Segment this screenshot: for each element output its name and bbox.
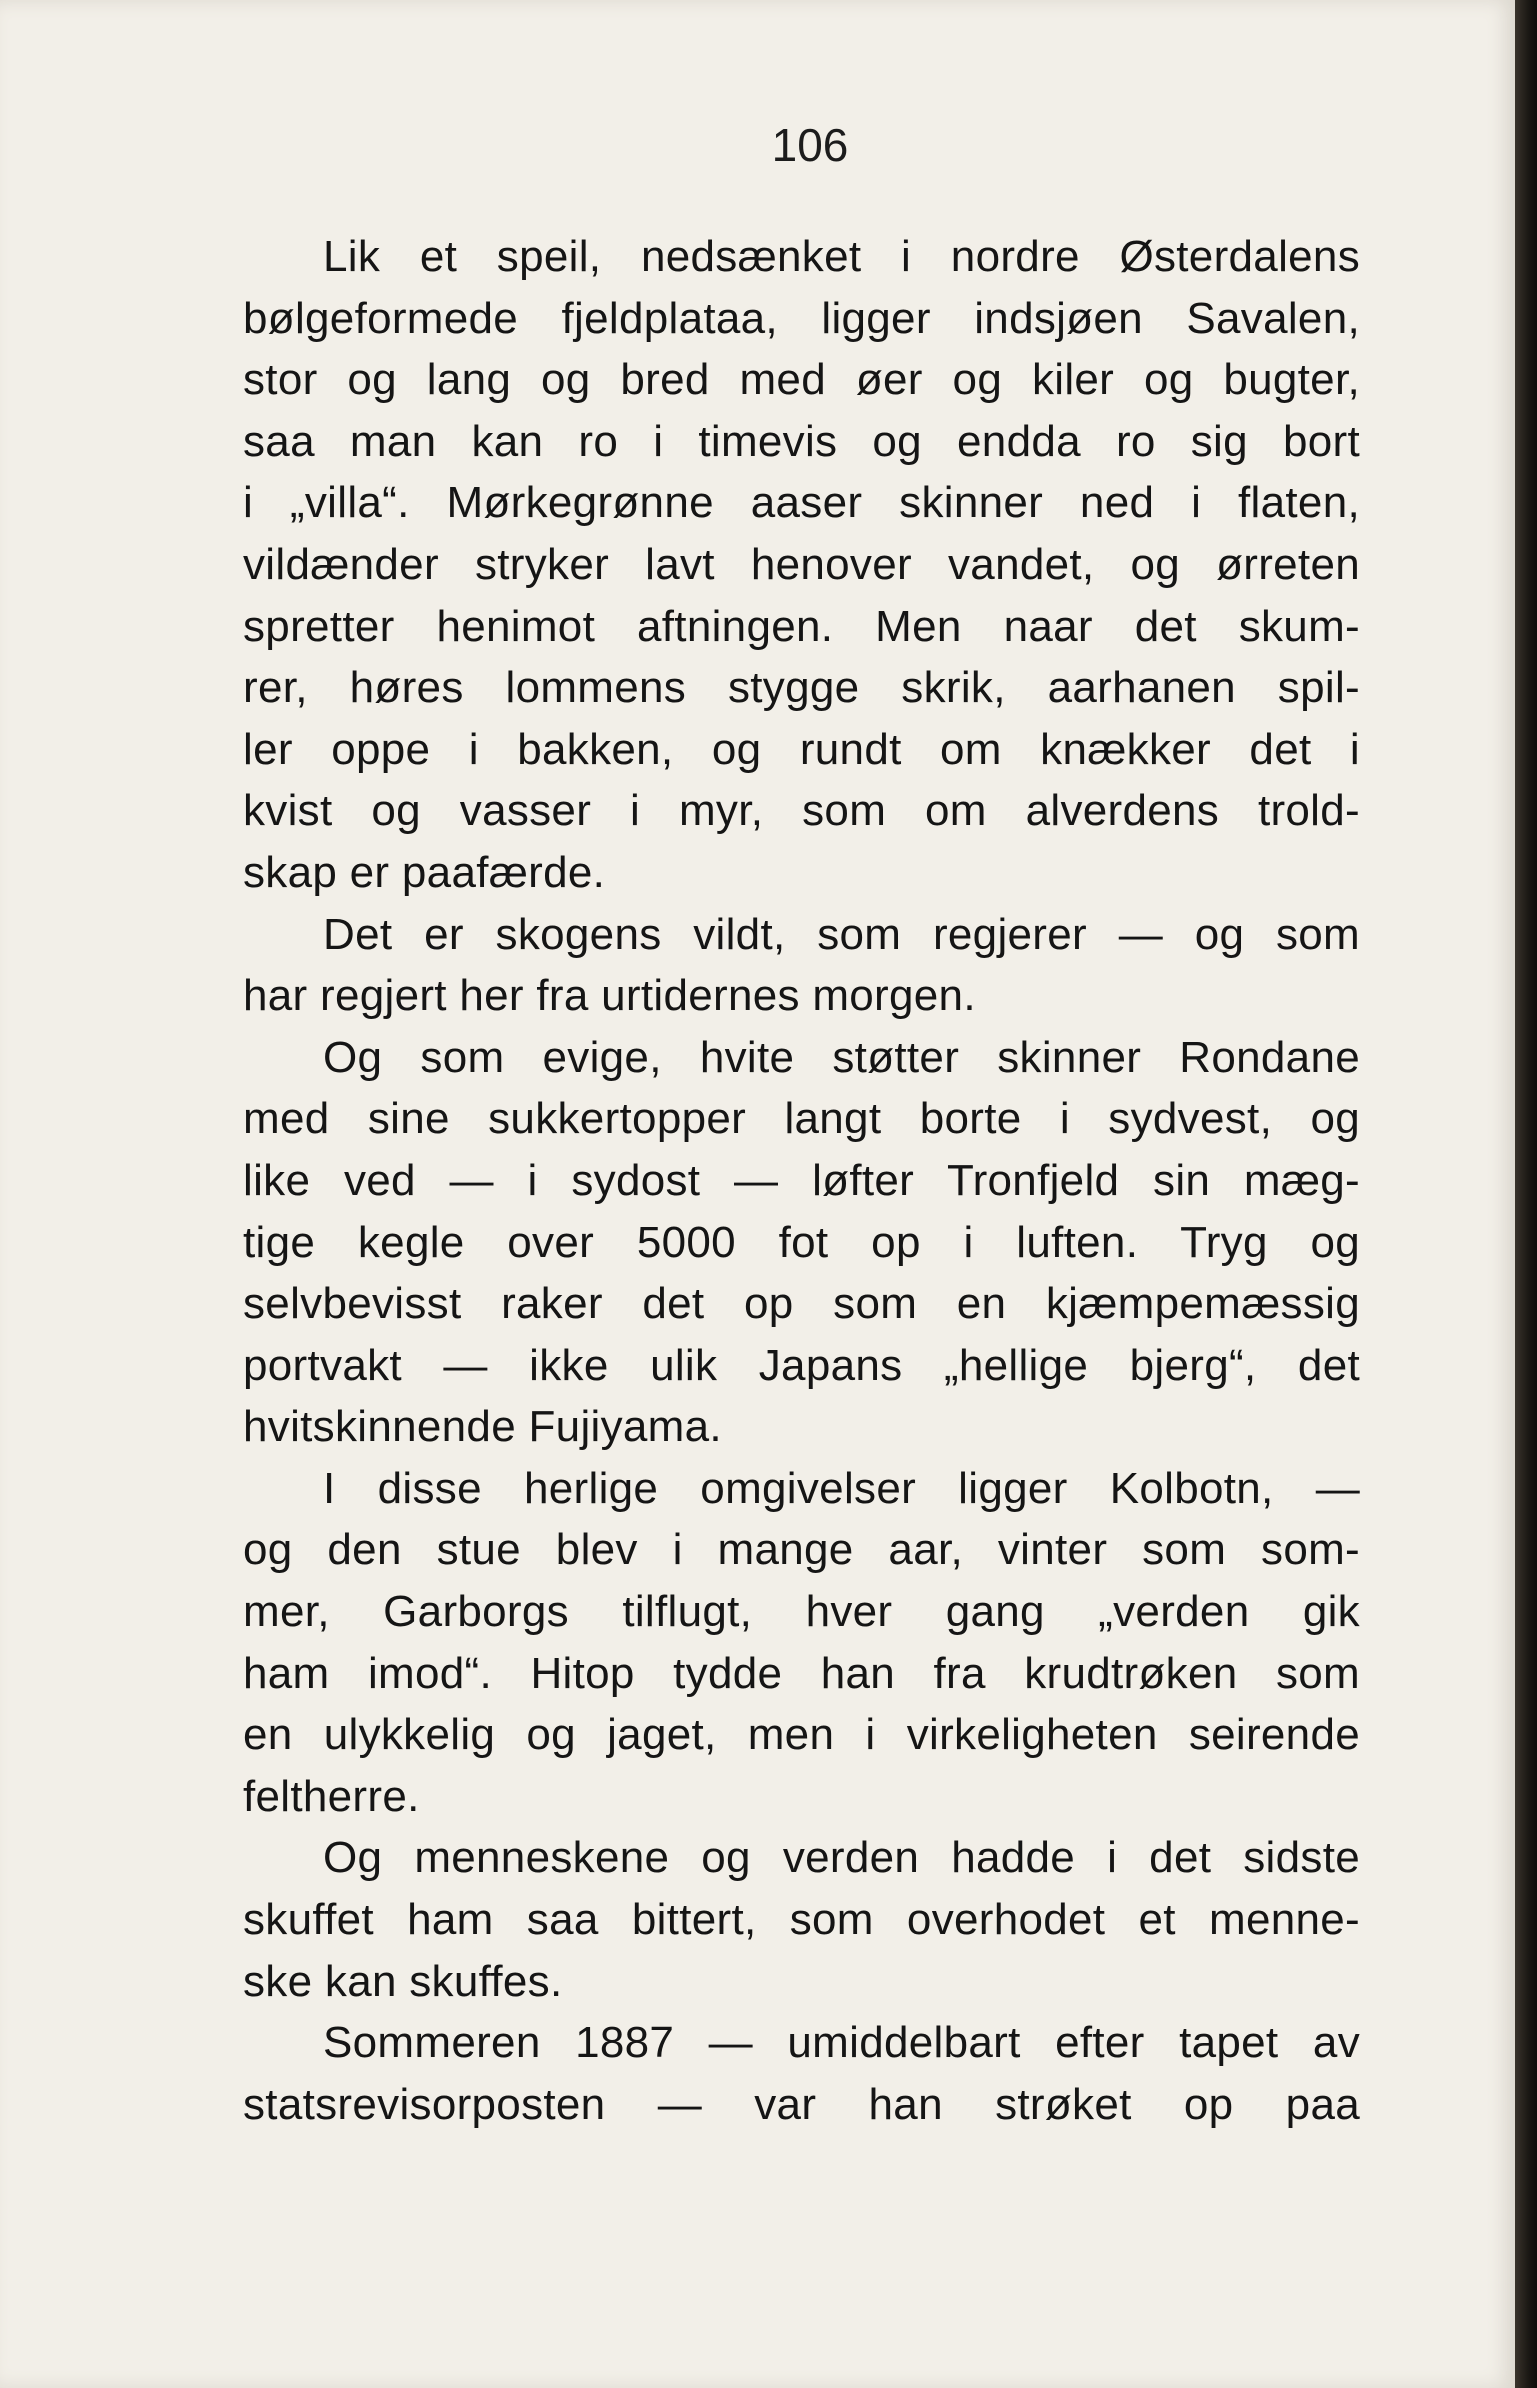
paragraph — [243, 904, 1360, 1027]
paragraph — [243, 1458, 1360, 1828]
page-edge — [1515, 0, 1537, 2388]
text-line: statsrevisorposten — var han strøket op paa — [243, 2079, 1360, 2129]
text-line: I disse herlige omgivelser ligger Kolbotn, — — [323, 1463, 1360, 1513]
paragraph — [243, 1027, 1360, 1458]
text-line: ler oppe i bakken, og rundt om knækker det i — [243, 724, 1360, 774]
text-line: Lik et speil, nedsænket i nordre Østerdalens — [323, 232, 1360, 281]
text-line: Og menneskene og verden hadde i det sidste — [323, 1833, 1360, 1883]
text-line: spretter henimot aftningen. Men naar det skum- — [243, 601, 1360, 651]
paragraph — [243, 1827, 1360, 2012]
text-line: i „villa“. Mørkegrønne aaser skinner ned i flaten, — [243, 478, 1360, 528]
text-line: og den stue blev i mange aar, vinter som som- — [243, 1525, 1360, 1575]
text-line: tige kegle over 5000 fot op i luften. Tryg og — [243, 1217, 1360, 1267]
text-line: en ulykkelig og jaget, men i virkeligheten seirende — [243, 1710, 1360, 1760]
text-line: hvitskinnende Fujiyama. — [243, 1402, 722, 1452]
text-line: saa man kan ro i timevis og endda ro sig bort — [243, 416, 1360, 466]
text-line: skap er paafærde. — [243, 847, 606, 897]
text-line: med sine sukkertopper langt borte i sydvest, og — [243, 1094, 1360, 1144]
page-number: 106 — [771, 119, 849, 171]
text-line: portvakt — ikke ulik Japans „hellige bjerg“, det — [243, 1340, 1360, 1390]
text-line: Sommeren 1887 — umiddelbart efter tapet av — [323, 2018, 1360, 2068]
paragraph — [243, 226, 1360, 904]
text-line: selvbevisst raker det op som en kjæmpemæssig — [243, 1279, 1360, 1329]
text-line: Det er skogens vildt, som regjerer — og som — [323, 909, 1360, 959]
text-line: kvist og vasser i myr, som om alverdens trold- — [243, 786, 1360, 836]
text-line: ske kan skuffes. — [243, 1956, 563, 2006]
text-line: bølgeformede fjeldplataa, ligger indsjøen Savalen, — [243, 293, 1360, 343]
text-line: feltherre. — [243, 1771, 420, 1821]
text-line: rer, høres lommens stygge skrik, aarhanen spil- — [243, 663, 1360, 713]
paragraph — [243, 2012, 1360, 2135]
text-line: skuffet ham saa bittert, som overhodet et menne- — [243, 1895, 1360, 1945]
text-line: har regjert her fra urtidernes morgen. — [243, 971, 976, 1021]
text-line: like ved — i sydost — løfter Tronfjeld sin mæg- — [243, 1155, 1360, 1205]
text-line: Og som evige, hvite støtter skinner Rondane — [323, 1032, 1360, 1082]
body-text — [243, 226, 1360, 2135]
text-line: vildænder stryker lavt henover vandet, og ørreten — [243, 539, 1360, 589]
text-line: ham imod“. Hitop tydde han fra krudtrøken som — [243, 1648, 1360, 1698]
text-line: mer, Garborgs tilflugt, hver gang „verden gik — [243, 1587, 1360, 1637]
text-line: stor og lang og bred med øer og kiler og bugter, — [243, 355, 1360, 405]
